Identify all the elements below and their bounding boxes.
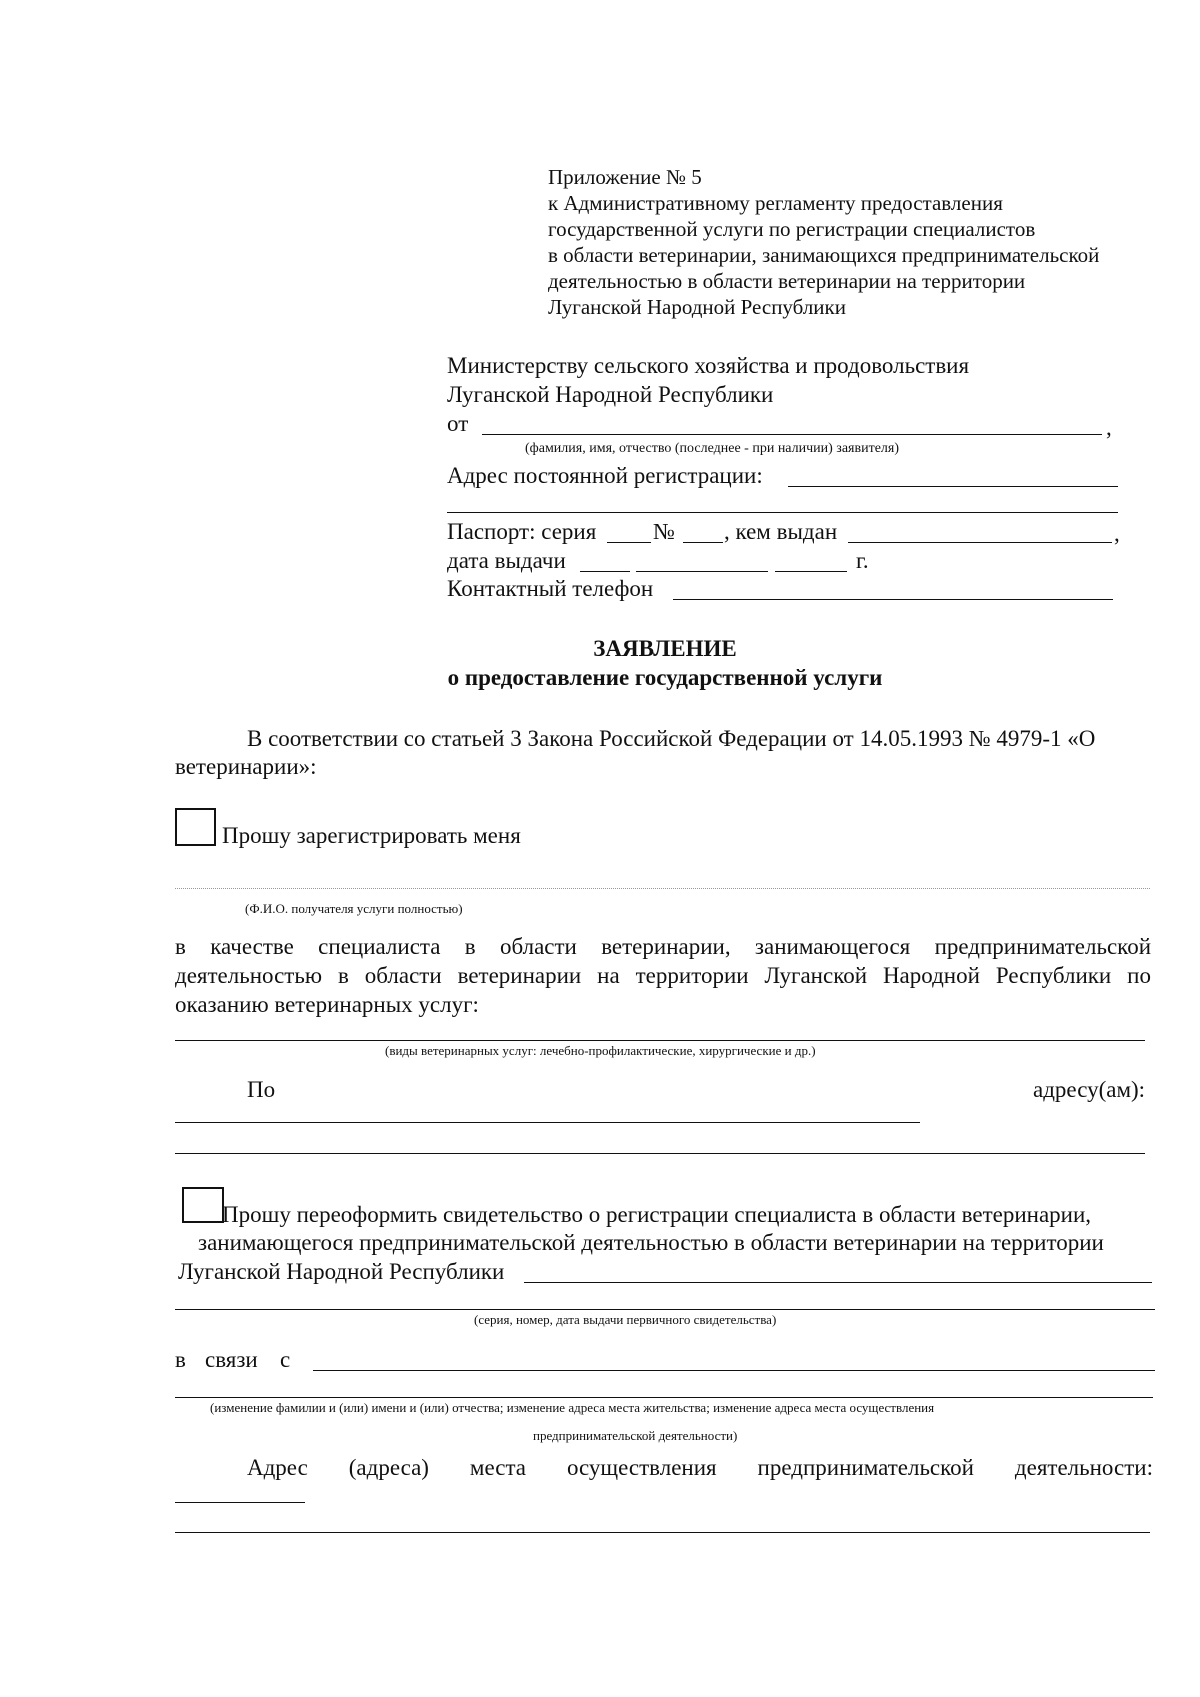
registration-field[interactable]	[788, 486, 1118, 487]
from-field[interactable]	[482, 434, 1102, 435]
reissue-option-line: занимающегося предпринимательской деятельностью в области ветеринарии на территории	[198, 1230, 1104, 1255]
in-connection-word: с	[280, 1347, 291, 1372]
address-left-label: По	[247, 1077, 276, 1102]
reissue-field-inline[interactable]	[524, 1282, 1152, 1283]
business-address-word: места	[469, 1455, 526, 1480]
in-connection-word: в	[175, 1347, 186, 1372]
appendix-line: в области ветеринарии, занимающихся предпринимательской	[548, 243, 1100, 267]
intro-line: ветеринарии»:	[175, 754, 317, 779]
certificate-hint: (серия, номер, дата выдачи первичного свидетельства)	[474, 1312, 777, 1327]
issue-year-field[interactable]	[775, 571, 847, 572]
intro-line: В соответствии со статьей 3 Закона Российской Федерации от 14.05.1993 № 4979-1 «О	[247, 726, 1096, 751]
comma: ,	[1114, 521, 1120, 546]
appendix-line: государственной услуги по регистрации специалистов	[548, 217, 1036, 241]
fio-field[interactable]	[175, 888, 1150, 889]
address-field-1[interactable]	[175, 1122, 920, 1123]
business-address-word: предпринимательской	[757, 1455, 974, 1480]
business-address-word: деятельности:	[1014, 1455, 1153, 1480]
appendix-line: к Административному регламенту предоставления	[548, 191, 1003, 215]
from-label: от	[447, 411, 469, 436]
appendix-line: Луганской Народной Республики	[548, 295, 846, 319]
services-field[interactable]	[175, 1040, 1145, 1041]
comma: ,	[1106, 415, 1112, 440]
year-suffix: г.	[856, 548, 869, 573]
business-address-field-2[interactable]	[175, 1532, 1150, 1533]
address-field-2[interactable]	[175, 1153, 1145, 1154]
reason-field-2[interactable]	[175, 1397, 1153, 1398]
registration-label: Адрес постоянной регистрации:	[447, 463, 763, 488]
issue-date-label: дата выдачи	[447, 548, 566, 573]
services-hint: (виды ветеринарных услуг: лечебно-профилактические, хирургические и др.)	[385, 1043, 816, 1058]
reissue-checkbox[interactable]	[182, 1187, 224, 1223]
change-hint: предпринимательской деятельности)	[533, 1428, 738, 1443]
fio-hint: (Ф.И.О. получателя услуги полностью)	[245, 901, 463, 916]
addressee-line: Луганской Народной Республики	[447, 382, 774, 407]
business-address-word: Адрес	[247, 1455, 308, 1480]
document-subtitle: о предоставление государственной услуги	[447, 665, 883, 690]
address-right-label: адресу(ам):	[1033, 1077, 1146, 1102]
issue-day-field[interactable]	[580, 571, 630, 572]
phone-label: Контактный телефон	[447, 576, 654, 601]
reissue-option-line: Прошу переоформить свидетельство о регистрации специалиста в области ветеринарии,	[222, 1202, 1092, 1227]
appendix-line: деятельностью в области ветеринарии на территории	[548, 269, 1026, 293]
addressee-line: Министерству сельского хозяйства и продовольствия	[447, 353, 970, 378]
issue-month-field[interactable]	[636, 571, 768, 572]
passport-issued-field[interactable]	[848, 542, 1112, 543]
from-hint: (фамилия, имя, отчество (последнее - при наличии) заявителя)	[525, 441, 900, 456]
document-title: ЗАЯВЛЕНИЕ	[593, 636, 737, 661]
register-option-label: Прошу зарегистрировать меня	[222, 823, 521, 848]
reissue-option-line: Луганской Народной Республики	[178, 1259, 505, 1284]
phone-field[interactable]	[673, 599, 1113, 600]
reason-field[interactable]	[313, 1370, 1155, 1371]
appendix-line: Приложение № 5	[548, 165, 702, 189]
business-address-label	[247, 1454, 1153, 1482]
business-address-word: (адреса)	[348, 1455, 429, 1480]
passport-number-field[interactable]	[683, 542, 723, 543]
in-connection-word: связи	[205, 1347, 258, 1372]
registration-field-2[interactable]	[447, 512, 1118, 513]
passport-series-label: Паспорт: серия	[447, 519, 597, 544]
as-specialist-text: в качестве специалиста в области ветеринарии, занимающегося предпринимательской деятельностью в области ветеринарии на территории Луганской Народной Республики по оказанию ветеринарных услуг:	[175, 934, 1151, 1017]
change-hint: (изменение фамилии и (или) имени и (или) отчества; изменение адреса места жительства; изменение адреса места осуществления	[210, 1400, 935, 1415]
passport-issued-label: , кем выдан	[724, 519, 838, 544]
register-checkbox[interactable]	[175, 808, 216, 846]
passport-number-label: №	[653, 519, 675, 544]
certificate-field[interactable]	[175, 1309, 1155, 1310]
business-address-field-1[interactable]	[175, 1502, 305, 1503]
passport-series-field[interactable]	[607, 542, 651, 543]
business-address-word: осуществления	[566, 1455, 717, 1480]
appendix-block	[548, 164, 1099, 320]
